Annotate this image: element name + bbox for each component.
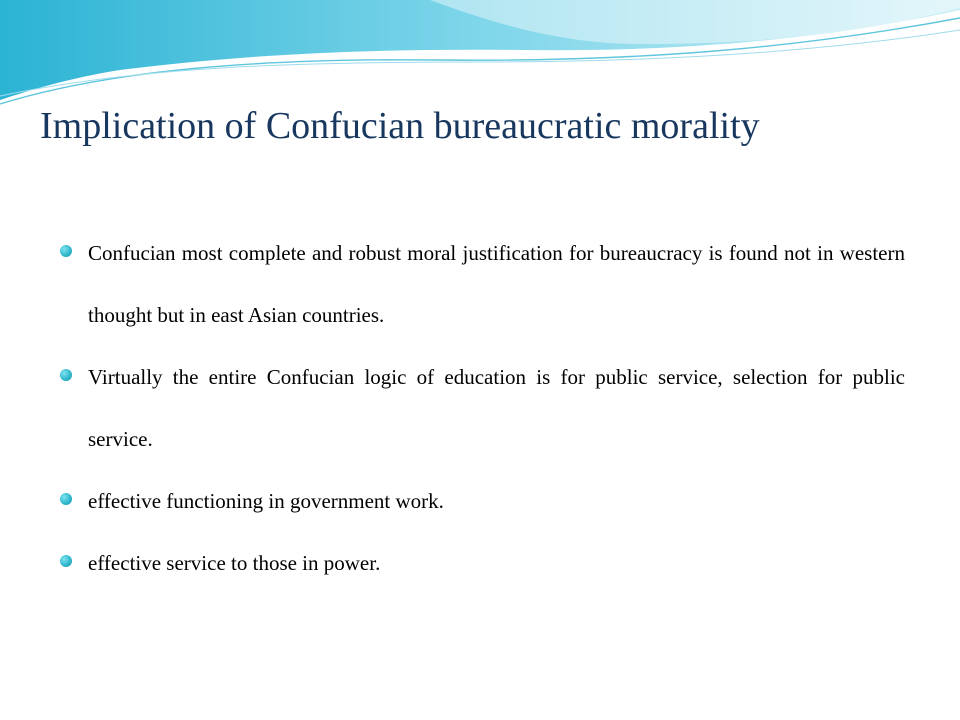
bullet-text: Virtually the entire Confucian logic of education is for public service, selection for public service.: [88, 365, 905, 451]
bullet-item: [60, 470, 905, 532]
bullet-dot-icon: [60, 555, 72, 567]
bullet-item: [60, 222, 905, 346]
header-wave-decoration: [0, 0, 960, 110]
bullet-dot-icon: [60, 493, 72, 505]
bullet-item: [60, 346, 905, 470]
bullet-list: [60, 222, 905, 594]
slide-title: Implication of Confucian bureaucratic morality: [40, 105, 760, 147]
bullet-text: Confucian most complete and robust moral justification for bureaucracy is found not in western thought but in east Asian countries.: [88, 241, 905, 327]
bullet-item: [60, 532, 905, 594]
bullet-text: effective service to those in power.: [88, 551, 381, 575]
bullet-dot-icon: [60, 245, 72, 257]
bullet-dot-icon: [60, 369, 72, 381]
bullet-text: effective functioning in government work.: [88, 489, 444, 513]
